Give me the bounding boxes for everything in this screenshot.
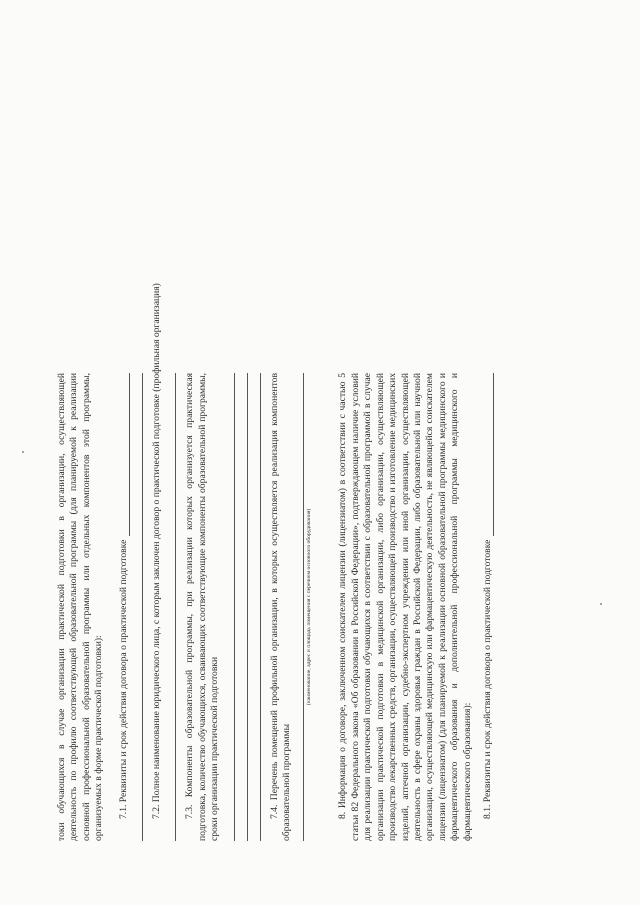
- blank-line: [248, 373, 261, 841]
- item-7-4-caption: (наименование, адрес и площадь помещения с перечнем основного оборудования): [303, 373, 313, 841]
- item-8-1-blank: [483, 373, 494, 536]
- item-7-1-blank: [119, 373, 130, 536]
- item-8-paragraph: 8. Информация о договоре, заключенном соискателем лицензии (лицензиатом) в соответствии с частью 5 статьи 82 Федерального закона «Об образовании в Российской Федерации», подтверждающем наличие условий для реализации практической подготовки обучающихся в соответствии с образовательной программой в случае организации практической подготовки в медицинской организации, либо организации, осуществляющей производство лекарственных средств, организации, осуществляющей производство и изготовление медицинских изделий, аптечной организации, судебно-экспертном учреждении или иной организации, осуществляющей деятельность в сфере охраны здоровья граждан в Российской Федерации, либо образовательной или научной организации, осуществляющей медицинскую или фармацевтическую деятельность, не являющейся соискателем лицензии (лицензиатом) (для планируемой к реализации основной образовательной программы медицинского и фармацевтического образования и дополнительной профессиональной программы медицинского и фармацевтического образования):: [337, 373, 473, 841]
- item-7-3-label: 7.3. Компоненты образовательной программы, при реализации которых организуется практическая подготовка, количество обучающихся, осваивающих соответствующие компоненты образовательной программы, сроки организации практической подготовки: [184, 373, 221, 841]
- item-7-1-label: 7.1. Реквизиты и срок действия договора о практической подготовке: [117, 539, 129, 819]
- scan-speck: [22, 451, 24, 453]
- intro-paragraph: токи обучающихся в случае организации практической подготовки в организации, осуществляющей деятельность по профилю соответствующей образовательной программы (для планируемой к реализации основной профессиональной образовательной программы или отдельных компонентов этой программы, организуемых в форме практической подготовки):: [56, 373, 105, 841]
- item-7-2-row: [151, 283, 163, 841]
- item-7-1-row: [118, 373, 130, 841]
- item-7-2-label: 7.2. Полное наименование юридического лица, с которым заключен договор о практической подготовке (профильная организация): [151, 283, 163, 819]
- document-body: [56, 283, 494, 841]
- scan-speck: [600, 603, 602, 605]
- blank-line: [222, 373, 235, 841]
- blank-line: [235, 373, 248, 841]
- item-8-1-row: [482, 373, 494, 841]
- item-8-1-label: 8.1. Реквизиты и срок действия договора о практической подготовке: [481, 539, 493, 819]
- blank-line: [163, 373, 176, 841]
- blank-line: [130, 373, 143, 841]
- item-7-4-label: 7.4. Перечень помещений профильной организации, в которых осуществляется реализация компонентов образовательной программы: [268, 373, 293, 841]
